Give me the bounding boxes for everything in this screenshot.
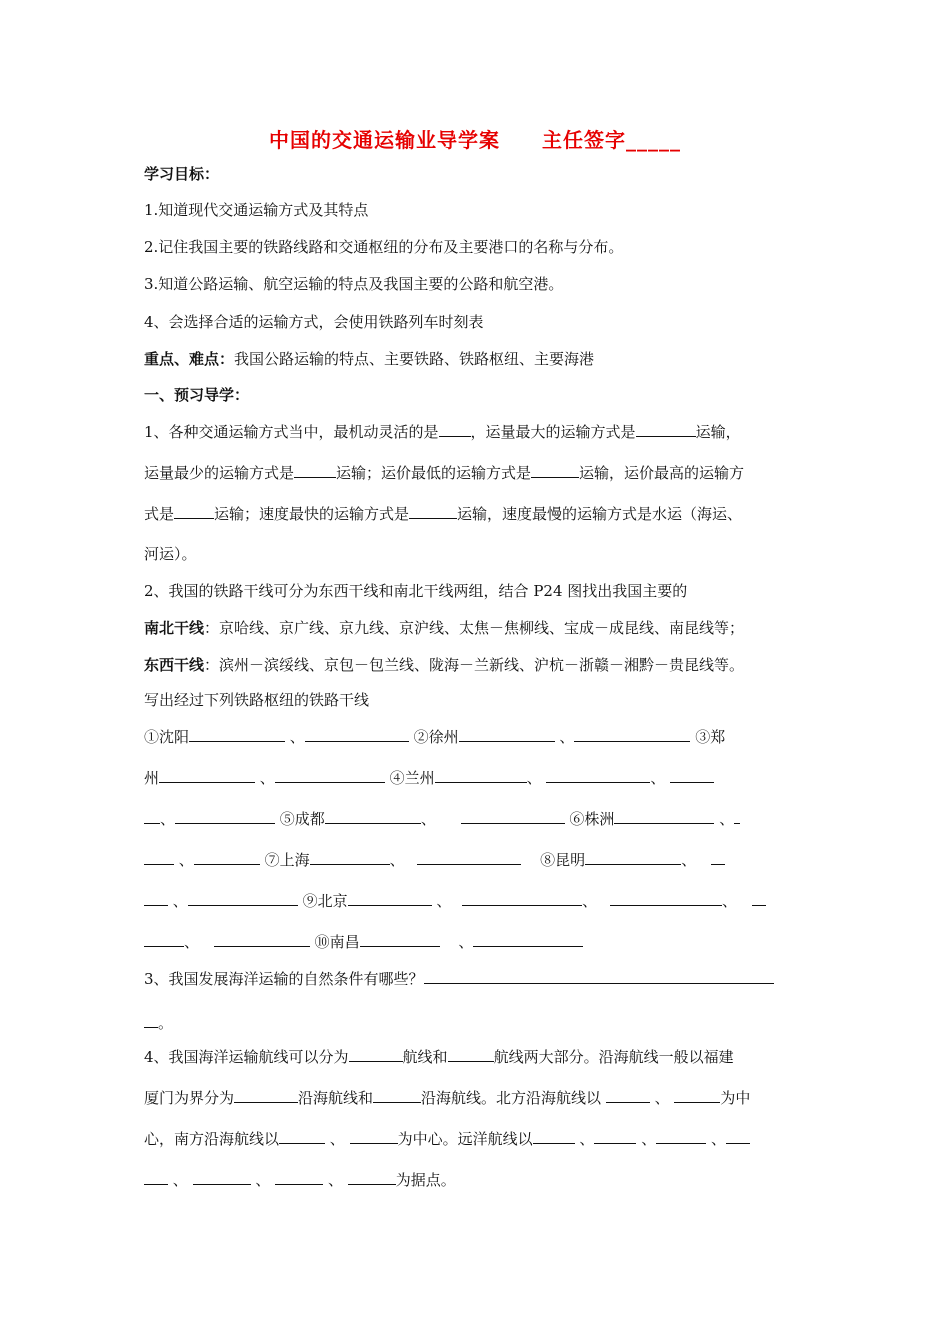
objective-item: 4、会选择合适的运输方式，会使用铁路列车时刻表 bbox=[144, 313, 484, 331]
answer-blank[interactable] bbox=[424, 968, 774, 984]
answer-blank[interactable] bbox=[174, 503, 214, 519]
answer-blank[interactable] bbox=[144, 1012, 158, 1028]
hub-label: 州 bbox=[144, 769, 160, 787]
answer-blank[interactable] bbox=[711, 849, 725, 865]
ew-text: ：滨州－滨绥线、京包－包兰线、陇海－兰新线、沪杭－浙赣－湘黔－贵昆线等。 bbox=[204, 656, 745, 674]
objective-item: 1.知道现代交通运输方式及其特点 bbox=[144, 201, 369, 219]
answer-blank[interactable] bbox=[325, 808, 421, 824]
answer-blank[interactable] bbox=[144, 808, 160, 824]
answer-blank[interactable] bbox=[417, 849, 521, 865]
objective-item: 2.记住我国主要的铁路线路和交通枢纽的分布及主要港口的名称与分布。 bbox=[144, 238, 624, 256]
answer-blank[interactable] bbox=[188, 890, 298, 906]
hub-line: 、 ⑩南昌 、 bbox=[144, 931, 808, 952]
answer-blank[interactable] bbox=[439, 421, 471, 437]
q3-text: 3、我国发展海洋运输的自然条件有哪些？ bbox=[144, 970, 424, 988]
answer-blank[interactable] bbox=[348, 1169, 396, 1185]
section1-heading: 一、预习导学： bbox=[144, 386, 250, 404]
q1-line4: 河运）。 bbox=[144, 545, 197, 563]
hub-line: ①沈阳 、 ②徐州 、 ③郑 bbox=[144, 728, 726, 746]
hub-label: ⑩南昌 bbox=[314, 933, 360, 951]
answer-blank[interactable] bbox=[360, 931, 440, 947]
answer-blank[interactable] bbox=[349, 1046, 403, 1062]
answer-blank[interactable] bbox=[144, 849, 174, 865]
key-points bbox=[144, 349, 808, 369]
answer-blank[interactable] bbox=[531, 462, 579, 478]
hub-label: ⑤成都 bbox=[279, 810, 325, 828]
q4-line1: 4、我国海洋运输航线可以分为 航线和 航线两大部分。沿海航线一般以福建 bbox=[144, 1048, 734, 1066]
q4-line4: 、 、 、 为据点。 bbox=[144, 1169, 808, 1190]
answer-blank[interactable] bbox=[348, 890, 432, 906]
answer-blank[interactable] bbox=[674, 1087, 720, 1103]
key-points-text: 我国公路运输的特点、主要铁路、铁路枢纽、主要海港 bbox=[234, 350, 595, 368]
objectives-heading: 学习目标： bbox=[144, 165, 220, 183]
hub-line: 州 、 ④兰州 、 、 bbox=[144, 767, 808, 788]
q1-line3: 式是 运输；速度最快的运输方式是 运输，速度最慢的运输方式是水运（海运、 bbox=[144, 505, 743, 523]
answer-blank[interactable] bbox=[409, 503, 457, 519]
answer-blank[interactable] bbox=[350, 1128, 398, 1144]
q4-line3: 心，南方沿海航线以 、 为中心。远洋航线以 、 、 、 bbox=[144, 1128, 808, 1149]
answer-blank[interactable] bbox=[144, 1169, 168, 1185]
key-points-label: 重点、难点： bbox=[144, 350, 235, 368]
answer-blank[interactable] bbox=[734, 808, 740, 824]
answer-blank[interactable] bbox=[214, 931, 310, 947]
answer-blank[interactable] bbox=[194, 849, 260, 865]
hub-line: 、 ⑤成都 、 ⑥株洲 、 bbox=[144, 808, 808, 829]
ns-text: ：京哈线、京广线、京九线、京沪线、太焦－焦柳线、宝成－成昆线、南昆线等； bbox=[204, 619, 745, 637]
east-west-lines bbox=[144, 655, 808, 675]
hub-line: 、 ⑦上海 、 ⑧昆明 、 bbox=[144, 849, 808, 870]
answer-blank[interactable] bbox=[144, 931, 184, 947]
answer-blank[interactable] bbox=[459, 726, 555, 742]
answer-blank[interactable] bbox=[670, 767, 714, 783]
answer-blank[interactable] bbox=[373, 1087, 421, 1103]
answer-blank[interactable] bbox=[574, 726, 690, 742]
q2-intro: 2、我国的铁路干线可分为东西干线和南北干线两组，结合 P24 图找出我国主要的 bbox=[144, 582, 688, 600]
answer-blank[interactable] bbox=[279, 1128, 325, 1144]
answer-blank[interactable] bbox=[275, 767, 385, 783]
q1-line1: 1、各种交通运输方式当中，最机动灵活的是 ，运量最大的运输方式是 运输， bbox=[144, 423, 741, 441]
answer-blank[interactable] bbox=[448, 1046, 494, 1062]
hub-label: ⑨北京 bbox=[302, 892, 348, 910]
q3-line2: 。 bbox=[144, 1012, 808, 1033]
answer-blank[interactable] bbox=[159, 767, 255, 783]
q4-line2: 厦门为界分为 沿海航线和 沿海航线。北方沿海航线以 、 为中 bbox=[144, 1089, 751, 1107]
answer-blank[interactable] bbox=[546, 767, 650, 783]
answer-blank[interactable] bbox=[193, 1169, 251, 1185]
answer-blank[interactable] bbox=[462, 890, 582, 906]
objective-item: 3.知道公路运输、航空运输的特点及我国主要的公路和航空港。 bbox=[144, 275, 564, 293]
answer-blank[interactable] bbox=[175, 808, 275, 824]
ew-label: 东西干线 bbox=[144, 656, 205, 674]
q2-instruction: 写出经过下列铁路枢纽的铁路干线 bbox=[144, 691, 370, 709]
answer-blank[interactable] bbox=[636, 421, 696, 437]
north-south-lines bbox=[144, 618, 808, 638]
answer-blank[interactable] bbox=[606, 1087, 650, 1103]
answer-blank[interactable] bbox=[585, 849, 681, 865]
q3-line1 bbox=[144, 968, 808, 989]
answer-blank[interactable] bbox=[189, 726, 285, 742]
hub-label: ⑥株洲 bbox=[569, 810, 615, 828]
page-title: 中国的交通运输业导学案 主任签字_____ bbox=[269, 128, 681, 152]
hub-label: ④兰州 bbox=[389, 769, 435, 787]
hub-label: ⑧昆明 bbox=[540, 851, 586, 869]
answer-blank[interactable] bbox=[594, 1128, 636, 1144]
hub-label: ⑦上海 bbox=[264, 851, 310, 869]
q1-line2: 运量最少的运输方式是 运输；运价最低的运输方式是 运输，运价最高的运输方 bbox=[144, 464, 745, 482]
answer-blank[interactable] bbox=[305, 726, 409, 742]
answer-blank[interactable] bbox=[144, 890, 168, 906]
ns-label: 南北干线 bbox=[144, 619, 205, 637]
answer-blank[interactable] bbox=[473, 931, 583, 947]
hub-line: 、 ⑨北京 、 、 、 bbox=[144, 890, 808, 911]
answer-blank[interactable] bbox=[533, 1128, 575, 1144]
answer-blank[interactable] bbox=[461, 808, 565, 824]
answer-blank[interactable] bbox=[234, 1087, 298, 1103]
hub-label: ②徐州 bbox=[413, 728, 459, 746]
answer-blank[interactable] bbox=[614, 808, 714, 824]
answer-blank[interactable] bbox=[435, 767, 527, 783]
answer-blank[interactable] bbox=[726, 1128, 750, 1144]
answer-blank[interactable] bbox=[656, 1128, 706, 1144]
answer-blank[interactable] bbox=[294, 462, 336, 478]
answer-blank[interactable] bbox=[310, 849, 390, 865]
answer-blank[interactable] bbox=[275, 1169, 323, 1185]
hub-label: ①沈阳 bbox=[144, 728, 190, 746]
hub-label: ③郑 bbox=[695, 728, 726, 746]
answer-blank[interactable] bbox=[752, 890, 766, 906]
answer-blank[interactable] bbox=[610, 890, 722, 906]
